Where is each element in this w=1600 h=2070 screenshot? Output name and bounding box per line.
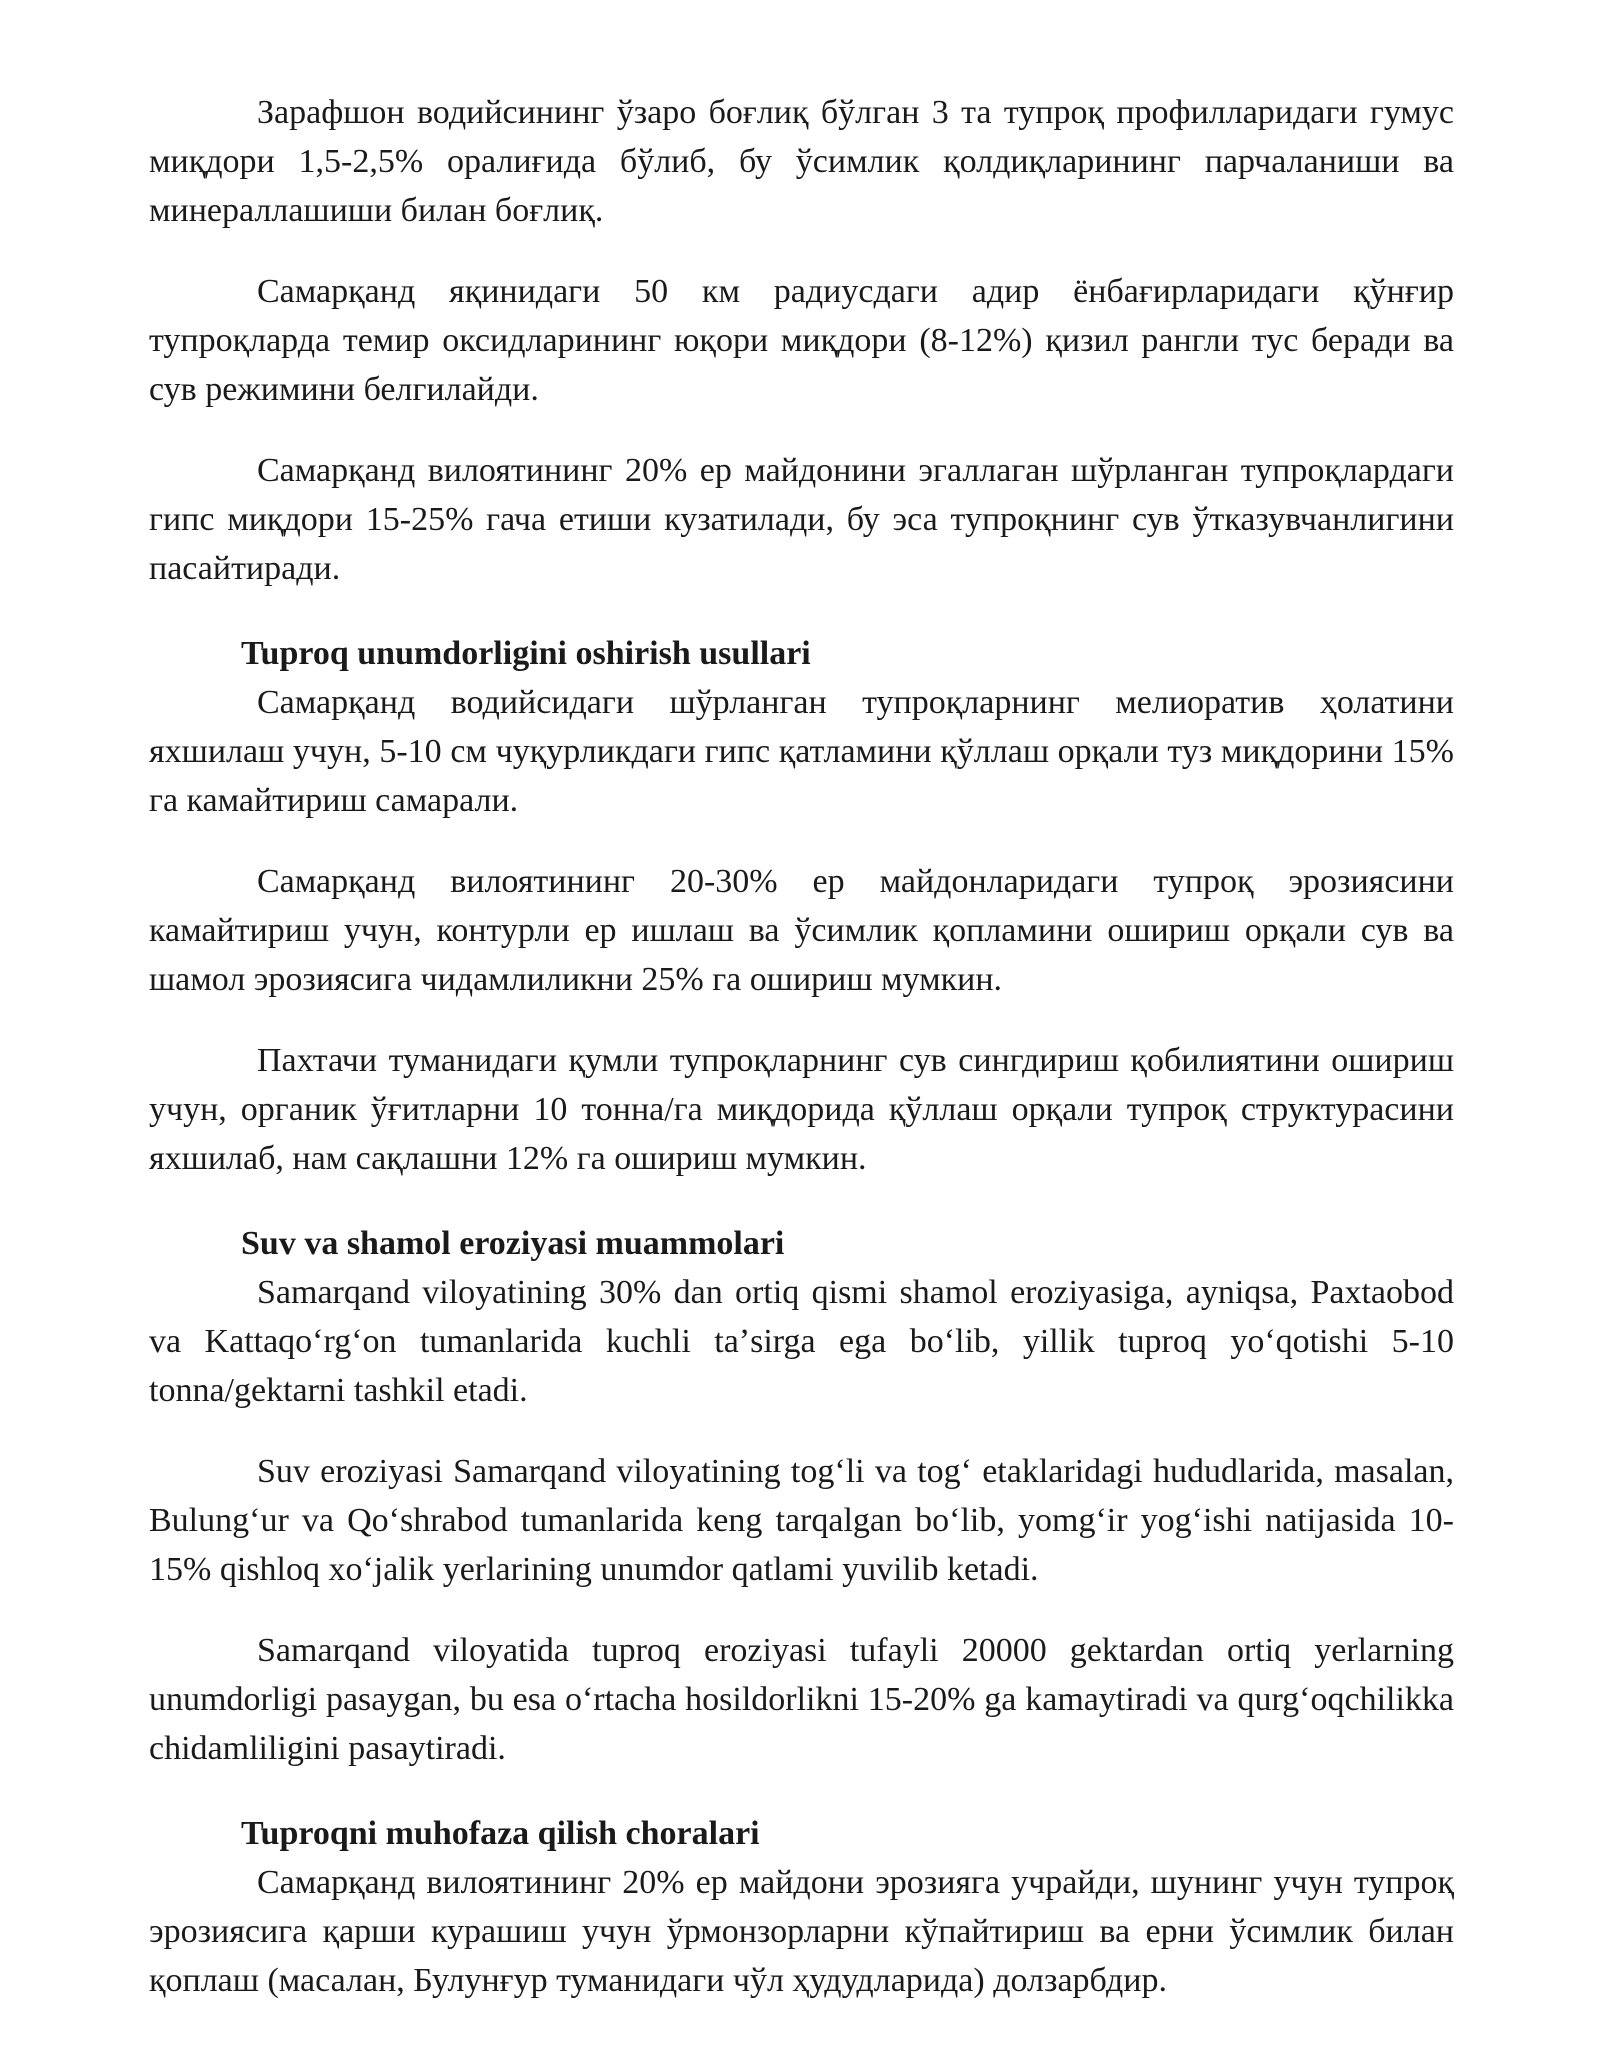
section-heading: Tuproq unumdorligini oshirish usullari [241, 635, 811, 672]
section-heading: Tuproqni muhofaza qilish choralari [241, 1815, 760, 1852]
paragraph: Самарқанд яқинидаги 50 км радиусдаги адир ёнбағирларидаги қўнғир тупроқларда темир оксидларининг юқори миқдори (8-12%) қизил рангли тус беради ва сув режимини белгилайди. [149, 273, 1454, 408]
paragraph: Samarqand viloyatining 30% dan ortiq qismi shamol eroziyasiga, ayniqsa, Paxtaobod va Kattaqoʻrgʻon tumanlarida kuchli taʼsirga ega boʻlib, yillik tuproq yoʻqotishi 5-10 tonna/gektarni tashkil etadi. [149, 1274, 1454, 1409]
paragraph: Самарқанд вилоятининг 20% ер майдони эрозияга учрайди, шунинг учун тупроқ эрозиясига қарши курашиш учун ўрмонзорларни кўпайтириш ва ерни ўсимлик билан қоплаш (масалан, Булунғур туманидаги чўл ҳудудларида) долзарбдир. [149, 1864, 1454, 1999]
paragraph: Пахтачи туманидаги қумли тупроқларнинг сув сингдириш қобилиятини ошириш учун, органик ўғитларни 10 тонна/га миқдорида қўллаш орқали тупроқ структурасини яхшилаб, нам сақлашни 12% га ошириш мумкин. [149, 1042, 1454, 1177]
section-heading: Suv va shamol eroziyasi muammolari [241, 1225, 785, 1262]
paragraph: Зарафшон водийсининг ўзаро боғлиқ бўлган 3 та тупроқ профилларидаги гумус миқдори 1,5-2,5% оралиғида бўлиб, бу ўсимлик қолдиқларининг парчаланиши ва минераллашиши билан боғлиқ. [149, 94, 1454, 229]
paragraph: Самарқанд водийсидаги шўрланган тупроқларнинг мелиоратив ҳолатини яхшилаш учун, 5-10 см чуқурликдаги гипс қатламини қўллаш орқали туз миқдорини 15% га камайтириш самарали. [149, 684, 1454, 819]
document-page [149, 88, 1454, 2005]
paragraph: Самарқанд вилоятининг 20-30% ер майдонларидаги тупроқ эрозиясини камайтириш учун, контурли ер ишлаш ва ўсимлик қопламини ошириш орқали сув ва шамол эрозиясига чидамлиликни 25% га ошириш мумкин. [149, 863, 1454, 998]
paragraph: Samarqand viloyatida tuproq eroziyasi tufayli 20000 gektardan ortiq yerlarning unumdorligi pasaygan, bu esa oʻrtacha hosildorlikni 15-20% ga kamaytiradi va qurgʻoqchilikka chidamliligini pasaytiradi. [149, 1632, 1454, 1767]
paragraph: Самарқанд вилоятининг 20% ер майдонини эгаллаган шўрланган тупроқлардаги гипс миқдори 15-25% гача етиши кузатилади, бу эса тупроқнинг сув ўтказувчанлигини пасайтиради. [149, 452, 1454, 587]
paragraph: Suv eroziyasi Samarqand viloyatining togʻli va togʻ etaklaridagi hududlarida, masalan, Bulungʻur va Qoʻshrabod tumanlarida keng tarqalgan boʻlib, yomgʻir yogʻishi natijasida 10-15% qishloq xoʻjalik yerlarining unumdor qatlami yuvilib ketadi. [149, 1453, 1454, 1588]
